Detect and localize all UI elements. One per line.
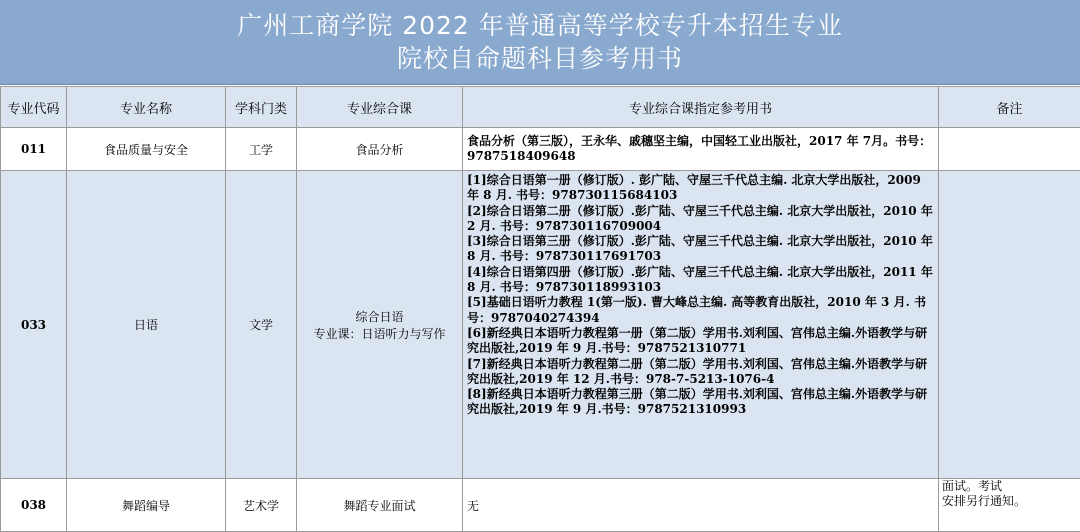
book-entry: [8]新经典日本语听力教程第三册（第二版）学用书.刘利国、宫伟总主编.外语教学与研究出版社,2019 年 9 月.书号：9787521310993 <box>467 387 934 418</box>
book-entry: [5]基础日语听力教程 1(第一版). 曹大峰总主编. 高等教育出版社，2010 年 3 月. 书号：9787040274394 <box>467 295 934 326</box>
table-row <box>1 128 1080 171</box>
cell-name[interactable]: 舞蹈编导 <box>67 479 226 532</box>
book-entry: [3]综合日语第三册（修订版）.彭广陆、守屋三千代总主编. 北京大学出版社，2010 年 8 月. 书号：9787301176917​03 <box>467 234 934 265</box>
cell-course[interactable] <box>297 479 463 532</box>
cell-course[interactable] <box>297 171 463 479</box>
header-books: 专业综合课指定参考用书 <box>463 87 939 128</box>
cell-name[interactable]: 食品质量与安全 <box>67 128 226 171</box>
cell-category[interactable]: 艺术学 <box>226 479 297 532</box>
course-main: 食品分析 <box>355 143 403 157</box>
header-code: 专业代码 <box>1 87 67 128</box>
course-main: 舞蹈专业面试 <box>343 499 415 513</box>
book-entry: 食品分析（第三版），王永华、戚穗坚主编，中国轻工业出版社，2017 年 7月。书号：9787518409648 <box>467 134 934 165</box>
table-row <box>1 171 1080 479</box>
cell-books[interactable] <box>463 479 939 532</box>
reference-books-table <box>0 86 1080 532</box>
book-entry: [1]综合日语第一册（修订版）. 彭广陆、守屋三千代总主编. 北京大学出版社，2009 年 8 月. 书号：9787301156841​03 <box>467 173 934 204</box>
cell-category[interactable]: 工学 <box>226 128 297 171</box>
cell-remarks[interactable] <box>939 128 1080 171</box>
cell-remarks[interactable] <box>939 479 1080 532</box>
book-entry: 无 <box>467 497 938 514</box>
cell-code[interactable]: 033 <box>1 171 67 479</box>
title-banner <box>0 0 1080 85</box>
remark-line: 安排另行通知。 <box>942 494 1080 509</box>
remark-line: 面试。考试 <box>942 479 1080 494</box>
book-entry: [6]新经典日本语听力教程第一册（第二版）学用书.刘利国、宫伟总主编.外语教学与研究出版社,2019 年 9 月.书号：9787521310771 <box>467 326 934 357</box>
table-row <box>1 479 1080 532</box>
cell-remarks[interactable] <box>939 171 1080 479</box>
course-sub: 专业课：日语听力与写作 <box>297 325 462 342</box>
header-course: 专业综合课 <box>297 87 463 128</box>
cell-course[interactable] <box>297 128 463 171</box>
cell-name[interactable]: 日语 <box>67 171 226 479</box>
cell-code[interactable]: 011 <box>1 128 67 171</box>
title-line-1: 广州工商学院 2022 年普通高等学校专升本招生专业 <box>237 9 843 42</box>
table-header-row <box>1 87 1080 128</box>
cell-books[interactable] <box>463 128 939 171</box>
header-name: 专业名称 <box>67 87 226 128</box>
book-entry: [4]综合日语第四册（修订版）.彭广陆、守屋三千代总主编. 北京大学出版社，2011 年 8 月. 书号：9787301189931​03 <box>467 265 934 296</box>
header-remarks: 备注 <box>939 87 1080 128</box>
cell-books[interactable] <box>463 171 939 479</box>
book-entry: [7]新经典日本语听力教程第二册（第二版）学用书.刘利国、宫伟总主编.外语教学与研究出版社,2019 年 12 月.书号：978-7-5213-1076-4 <box>467 357 934 388</box>
course-main: 综合日语 <box>297 308 462 325</box>
book-entry: [2]综合日语第二册（修订版）.彭广陆、守屋三千代总主编. 北京大学出版社，2010 年 2 月. 书号：9787301167090​04 <box>467 204 934 235</box>
cell-code[interactable]: 038 <box>1 479 67 532</box>
header-category: 学科门类 <box>226 87 297 128</box>
cell-category[interactable]: 文学 <box>226 171 297 479</box>
title-line-2: 院校自命题科目参考用书 <box>397 42 683 75</box>
